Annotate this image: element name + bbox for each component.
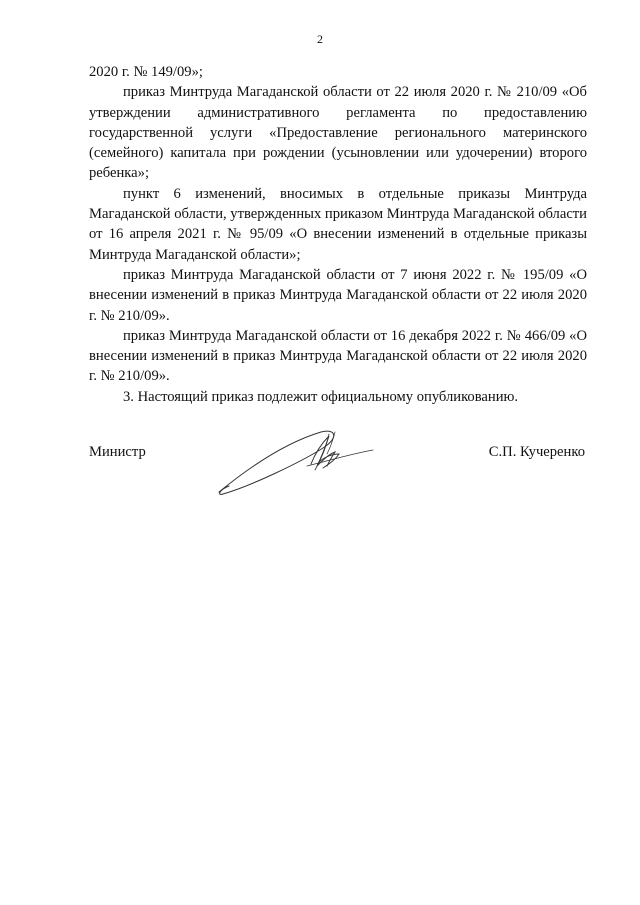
signer-name: С.П. Кучеренко <box>488 444 585 460</box>
paragraph-continuation: 2020 г. № 149/09»; <box>89 64 203 80</box>
handwritten-signature <box>211 424 381 504</box>
signature-block <box>89 436 587 516</box>
page-number: 2 <box>317 32 323 46</box>
paragraph-order-195: приказ Минтруда Магаданской области от 7 июня 2022 г. № 195/09 «О внесении изменений в приказ Минтруда Магаданской области от 22 июля 2020 г. № 210/09». <box>89 266 587 324</box>
paragraph-order-466: приказ Минтруда Магаданской области от 16 декабря 2022 г. № 466/09 «О внесении изменений в приказ Минтруда Магаданской области от 22 июля 2020 г. № 210/09». <box>89 327 587 385</box>
position-label: Министр <box>89 444 146 460</box>
paragraph-publication: 3. Настоящий приказ подлежит официальному опубликованию. <box>123 388 519 405</box>
paragraph-order-210: приказ Минтруда Магаданской области от 22 июля 2020 г. № 210/09 «Об утверждении административного регламента по предоставлению государственной услуги «Предоставление регионального материнского (семейного) капитала при рождении (усыновлении или удочерении) второго ребенка»; <box>89 84 587 182</box>
document-body <box>89 62 587 407</box>
paragraph-item-6: пункт 6 изменений, вносимых в отдельные приказы Минтруда Магаданской области, утвержденных приказом Минтруда Магаданской области от 16 апреля 2021 г. № 95/09 «О внесении изменений в отдельные приказы Минтруда Магаданской области»; <box>89 185 587 263</box>
